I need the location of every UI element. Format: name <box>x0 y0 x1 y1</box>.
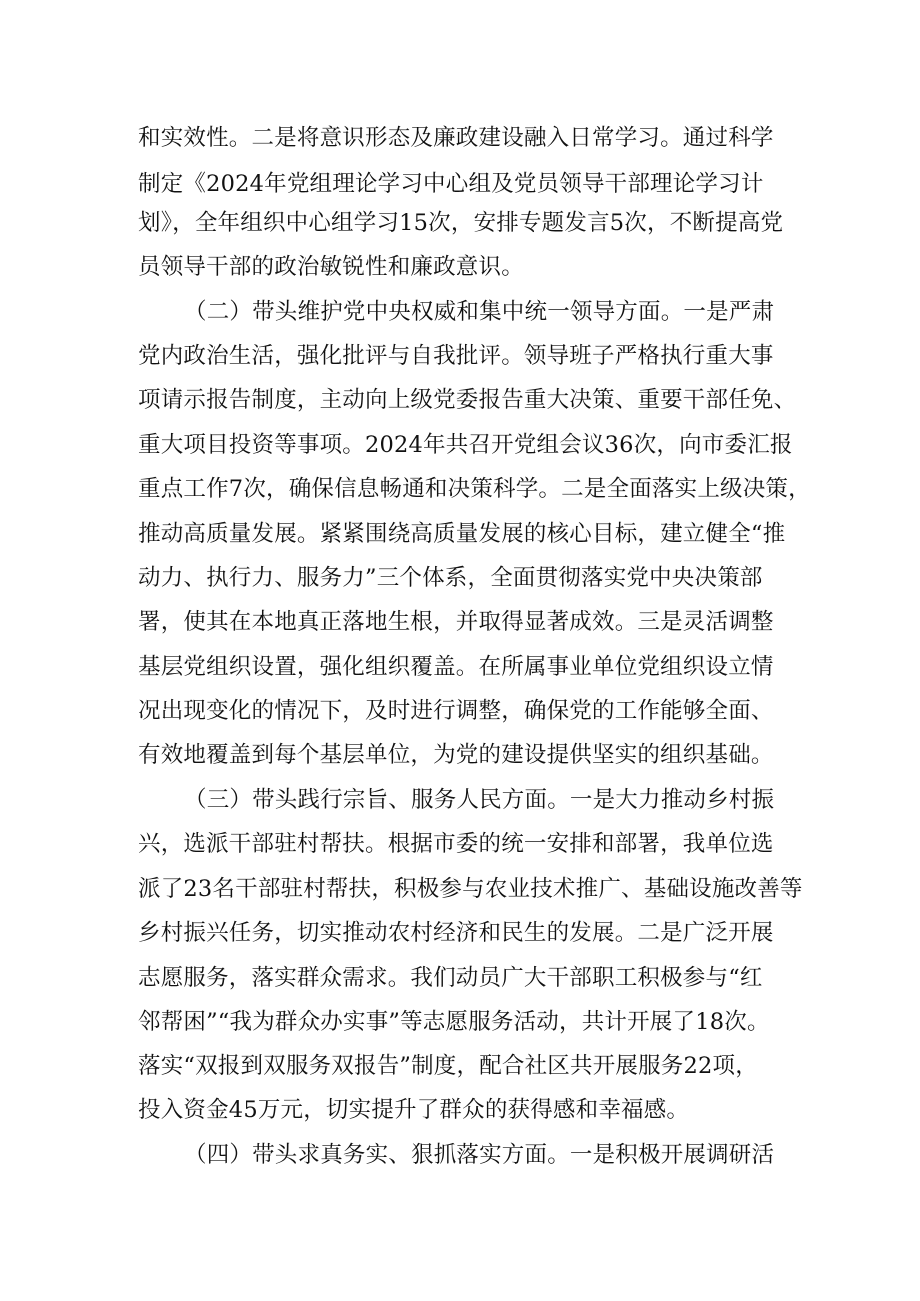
text-line: 划》，全年组织中心组学习15次，安排专题发言5次，不断提高党 <box>138 210 784 236</box>
text-line: 派了23名干部驻村帮扶，积极参与农业技术推广、基础设施改善等 <box>138 876 803 902</box>
text-line: 党内政治生活，强化批评与自我批评。领导班子严格执行重大事 <box>138 343 774 369</box>
text-line: 制定《2024年党组理论学习中心组及党员领导干部理论学习计 <box>138 171 764 197</box>
text-line: 基层党组织设置，强化组织覆盖。在所属事业单位党组织设立情 <box>138 654 774 680</box>
section-heading-line: （二）带头维护党中央权威和集中统一领导方面。一是严肃 <box>184 299 775 325</box>
text-line: 兴，选派干部驻村帮扶。根据市委的统一安排和部署，我单位选 <box>138 831 774 857</box>
text-line: 动力、执行力、服务力”三个体系，全面贯彻落实党中央决策部 <box>138 565 763 591</box>
text-line: 投入资金45万元，切实提升了群众的获得感和幸福感。 <box>138 1097 690 1123</box>
text-line: 志愿服务，落实群众需求。我们动员广大干部职工积极参与“红 <box>138 965 763 991</box>
text-line: 推动高质量发展。紧紧围绕高质量发展的核心目标，建立健全“推 <box>138 521 786 547</box>
section-heading-line: （三）带头践行宗旨、服务人民方面。一是大力推动乡村振 <box>184 787 775 813</box>
section-heading-line: （四）带头求真务实、狠抓落实方面。一是积极开展调研活 <box>184 1142 775 1168</box>
text-line: 署，使其在本地真正落地生根，并取得显著成效。三是灵活调整 <box>138 609 774 635</box>
text-line: 重大项目投资等事项。2024年共召开党组会议36次，向市委汇报 <box>138 432 793 458</box>
text-line: 况出现变化的情况下，及时进行调整，确保党的工作能够全面、 <box>138 698 774 724</box>
text-line: 员领导干部的政治敏锐性和廉政意识。 <box>138 254 524 280</box>
text-line: 项请示报告制度，主动向上级党委报告重大决策、重要干部任免、 <box>138 387 797 413</box>
text-line: 有效地覆盖到每个基层单位，为党的建设提供坚实的组织基础。 <box>138 742 774 768</box>
text-line: 邻帮困”“我为群众办实事”等志愿服务活动，共计开展了18次。 <box>138 1009 770 1035</box>
text-line: 重点工作7次，确保信息畅通和决策科学。二是全面落实上级决策， <box>138 476 811 502</box>
text-line: 乡村振兴任务，切实推动农村经济和民生的发展。二是广泛开展 <box>138 920 774 946</box>
text-line: 落实“双报到双服务双报告”制度，配合社区共开展服务22项， <box>138 1053 758 1079</box>
text-line: 和实效性。二是将意识形态及廉政建设融入日常学习。通过科学 <box>138 125 774 151</box>
